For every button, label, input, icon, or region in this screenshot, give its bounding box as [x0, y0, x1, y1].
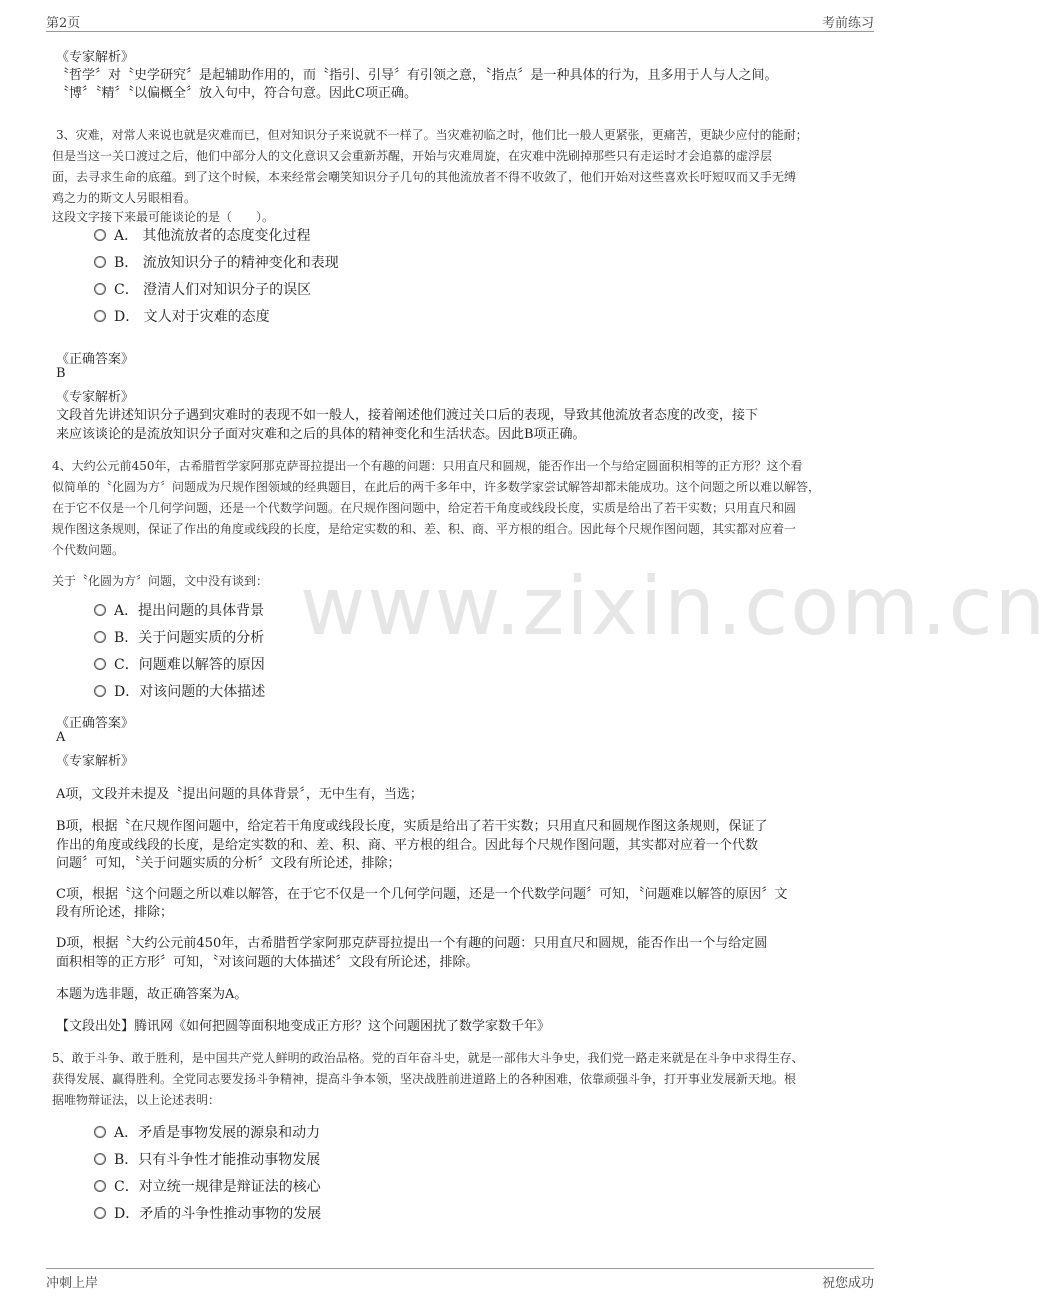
question-text: 3、灾难，对常人来说也就是灾难而已，但对知识分子来说就不一样了。当灾难初临之时，他们比一般人更紧张，更痛苦，更缺少应付的能耐； [56, 128, 808, 142]
analysis-text: D项，根据〝大约公元前450年，古希腊哲学家阿那克萨哥拉提出一个有趣的问题：只用直尺和圆规，能否作出一个与给定圆 [56, 936, 768, 951]
option-d[interactable]: D．矛盾的斗争性推动事物的发展 [94, 1203, 321, 1223]
radio-icon[interactable] [94, 604, 106, 616]
radio-icon[interactable] [94, 1153, 106, 1165]
question-text: 在于它不仅是一个几何学问题，还是一个代数学问题。在尺规作图问题中，给定若干角度或线段长度，实质是给出了若干实数；只用直尺和圆 [52, 501, 797, 515]
option-d[interactable]: D．对该问题的大体描述 [94, 681, 265, 701]
radio-icon[interactable] [94, 256, 106, 268]
analysis-text: 〝博〞〝精〞〝以偏概全〞放入句中，符合句意。因此C项正确。 [56, 86, 417, 101]
option-a[interactable]: A． 其他流放者的态度变化过程 [94, 225, 311, 245]
answer-label: 《正确答案》 [56, 352, 135, 367]
radio-icon[interactable] [94, 685, 106, 697]
analysis-text: 本题为选非题，故正确答案为A。 [56, 987, 248, 1002]
option-d[interactable]: D． 文人对于灾难的态度 [94, 306, 270, 326]
analysis-text: 〝哲学〞对〝史学研究〞是起辅助作用的，而〝指引、引导〞有引领之意，〝指点〞是一种具体的行为，且多用于人与人之间。 [56, 68, 778, 83]
analysis-label: 《专家解析》 [56, 390, 135, 405]
analysis-text: B项，根据〝在尺规作图问题中，给定若干角度或线段长度，实质是给出了若干实数；只用直尺和圆规作图这条规则，保证了 [56, 819, 768, 834]
question-text: 鸡之力的斯文人另眼相看。 [52, 191, 197, 205]
option-a[interactable]: A．矛盾是事物发展的源泉和动力 [94, 1122, 320, 1142]
analysis-text: 文段首先讲述知识分子遇到灾难时的表现不如一般人，接着阐述他们渡过关口后的表现，导致其他流放者态度的改变，接下 [56, 408, 759, 423]
radio-icon[interactable] [94, 310, 106, 322]
option-a[interactable]: A．提出问题的具体背景 [94, 600, 264, 620]
radio-icon[interactable] [94, 283, 106, 295]
option-b[interactable]: B．只有斗争性才能推动事物发展 [94, 1149, 320, 1169]
option-c[interactable]: C． 澄清人们对知识分子的误区 [94, 279, 311, 299]
analysis-text: 来应该谈论的是流放知识分子面对灾难和之后的具体的精神变化和生活状态。因此B项正确。 [56, 427, 586, 442]
option-c[interactable]: C．对立统一规律是辩证法的核心 [94, 1176, 321, 1196]
answer-label: 《正确答案》 [56, 716, 135, 731]
radio-icon[interactable] [94, 229, 106, 241]
analysis-label: 《专家解析》 [56, 50, 135, 65]
question-prompt: 据唯物辩证法，以上论述表明： [52, 1093, 221, 1107]
footer-right-text: 祝您成功 [821, 1276, 874, 1291]
source-citation: 【文段出处】腾讯网《如何把圆等面积地变成正方形？这个问题困扰了数学家数千年》 [56, 1019, 551, 1034]
footer-left-text: 冲刺上岸 [46, 1276, 99, 1291]
question-prompt: 关于〝化圆为方〞问题，文中没有谈到： [52, 574, 269, 588]
analysis-text: 问题〞可知，〝关于问题实质的分析〞文段有所论述，排除； [56, 856, 401, 871]
header-title: 考前练习 [821, 16, 874, 31]
analysis-text: 面积相等的正方形〞可知，〝对该问题的大体描述〞文段有所论述，排除。 [56, 955, 479, 970]
radio-icon[interactable] [94, 1126, 106, 1138]
analysis-text: 作出的角度或线段的长度，是给定实数的和、差、积、商、平方根的组合。因此每个尺规作图问题，其实都对应着一个代数 [56, 838, 759, 853]
radio-icon[interactable] [94, 631, 106, 643]
radio-icon[interactable] [94, 658, 106, 670]
footer-divider [46, 1268, 874, 1269]
answer-value: B [56, 366, 66, 381]
option-b[interactable]: B．关于问题实质的分析 [94, 627, 264, 647]
option-c[interactable]: C．问题难以解答的原因 [94, 654, 265, 674]
question-text: 似简单的〝化圆为方〞问题成为尺规作图领域的经典题目，在此后的两千多年中，许多数学家尝试解答却都未能成功。这个问题之所以难以解答， [52, 480, 821, 494]
analysis-text: C项，根据〝这个问题之所以难以解答，在于它不仅是一个几何学问题，还是一个代数学问题〞可知，〝问题难以解答的原因〞文 [56, 887, 788, 902]
question-text: 5、敢于斗争、敢于胜利，是中国共产党人鲜明的政治品格。党的百年奋斗史，就是一部伟大斗争史，我们党一路走来就是在斗争中求得生存、 [52, 1051, 804, 1065]
radio-icon[interactable] [94, 1180, 106, 1192]
question-text: 规作图这条规则，保证了作出的角度或线段的长度，是给定实数的和、差、积、商、平方根的组合。因此每个尺规作图问题，其实都对应着一 [52, 522, 797, 536]
question-text: 4、大约公元前450年，古希腊哲学家阿那克萨哥拉提出一个有趣的问题：只用直尺和圆规，能否作出一个与给定圆面积相等的正方形？这个看 [52, 459, 803, 473]
answer-value: A [56, 730, 66, 745]
question-text: 个代数问题。 [52, 543, 125, 557]
page-number: 第2页 [46, 16, 81, 31]
question-text: 获得发展、赢得胜利。全党同志要发扬斗争精神，提高斗争本领，坚决战胜前进道路上的各种困难，依靠顽强斗争，打开事业发展新天地。根 [52, 1072, 797, 1086]
question-text: 面，去寻求生命的底蕴。到了这个时候，本来经常会嘲笑知识分子几句的其他流放者不得不收敛了，他们开始对这些喜欢长吁短叹而又手无缚 [52, 170, 797, 184]
header-divider [46, 31, 874, 32]
question-text: 但是当这一关口渡过之后，他们中部分人的文化意识又会重新苏醒，开始与灾难周旋，在灾难中洗刷掉那些只有走运时才会追慕的虚浮层 [52, 149, 773, 163]
radio-icon[interactable] [94, 1207, 106, 1219]
analysis-text: A项，文段并未提及〝提出问题的具体背景〞，无中生有，当选； [56, 787, 423, 802]
page-header [46, 8, 874, 32]
watermark: www.zixin.com.cn [300, 560, 1047, 653]
option-b[interactable]: B． 流放知识分子的精神变化和表现 [94, 252, 339, 272]
question-prompt: 这段文字接下来最可能谈论的是（ ）。 [52, 210, 275, 224]
analysis-text: 段有所论述，排除； [56, 905, 174, 920]
analysis-label: 《专家解析》 [56, 754, 135, 769]
